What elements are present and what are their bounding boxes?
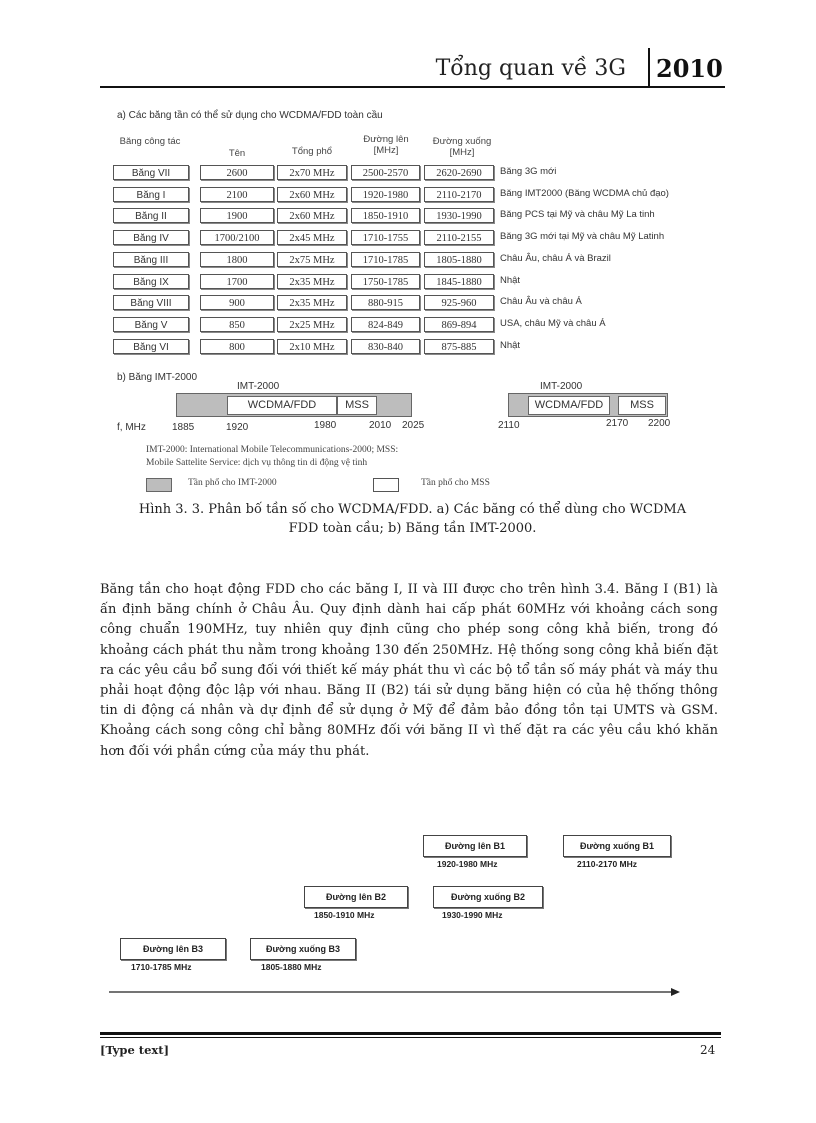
tick-2010: 2010 xyxy=(369,420,392,431)
table-cell-note: Băng 3G mới xyxy=(500,166,557,177)
band-box-b3-up: Đường lên B3 xyxy=(120,938,226,960)
caption-line-1: Hình 3. 3. Phân bố tần số cho WCDMA/FDD. a) Các băng có thể dùng cho WCDMA xyxy=(138,502,687,517)
tick-1980: 1980 xyxy=(314,420,337,431)
imt-label-right: IMT-2000 xyxy=(540,381,583,392)
table-cell-spectrum: 2x75 MHz xyxy=(277,252,347,267)
table-cell-downlink: 2620-2690 xyxy=(424,165,494,180)
table-cell-uplink: 2500-2570 xyxy=(351,165,420,180)
table-cell-spectrum: 2x45 MHz xyxy=(277,230,347,245)
table-cell-name: 800 xyxy=(200,339,274,354)
table-cell-note: Nhật xyxy=(500,339,521,351)
table-cell-band: Băng I xyxy=(113,187,189,202)
table-cell-spectrum: 2x25 MHz xyxy=(277,317,347,332)
tick-1885: 1885 xyxy=(172,422,195,433)
table-cell-downlink: 1805-1880 xyxy=(424,252,494,267)
table-cell-downlink: 1930-1990 xyxy=(424,208,494,223)
table-cell-name: 1900 xyxy=(200,208,274,223)
table-cell-band: Băng V xyxy=(113,317,189,332)
table-cell-downlink: 869-894 xyxy=(424,317,494,332)
tick-2025: 2025 xyxy=(402,420,425,431)
table-cell-band: Băng IV xyxy=(113,230,189,245)
band-range-b2-down: 1930-1990 MHz xyxy=(442,910,503,920)
wcdma-block-right: WCDMA/FDD xyxy=(528,396,610,415)
legend-mss: Tần phổ cho MSS xyxy=(421,478,490,488)
header-separator xyxy=(648,48,650,88)
table-cell-uplink: 1710-1785 xyxy=(351,252,420,267)
mss-block-left: MSS xyxy=(337,396,377,415)
table-cell-name: 850 xyxy=(200,317,274,332)
band-range-b3-down: 1805-1880 MHz xyxy=(261,962,322,972)
table-cell-note: USA, châu Mỹ và châu Á xyxy=(500,317,606,329)
table-cell-band: Băng II xyxy=(113,208,189,223)
table-cell-downlink: 2110-2170 xyxy=(424,187,494,202)
table-cell-uplink: 880-915 xyxy=(351,295,420,310)
band-range-b1-up: 1920-1980 MHz xyxy=(437,859,498,869)
table-cell-spectrum: 2x35 MHz xyxy=(277,295,347,310)
body-paragraph: Băng tần cho hoạt động FDD cho các băng I, II và III được cho trên hình 3.4. Băng I (B1) là ấn định băng chính ở Châu Âu. Quy định dành hai cấp phát 60MHz với khoảng cách song công chuẩn 190MHz, tuy nhiên quy định cũng cho phép song công khả biến, trong đó khoảng cách phát thu nằm trong khoảng 130 đến 250MHz. Hệ thống song công khả biến đặt ra các yêu cầu bổ sung đối với thiết kế máy phát thu vì các bộ tổ tần số máy phát và máy thu phải hoạt động độc lập với nhau. Băng II (B2) tái sử dụng băng hiện có của hệ thống thông tin di động cá nhân và dự định để sử dụng ở Mỹ để đảm bảo đồng tồn tại UMTS và GSM. Khoảng cách song công chỉ bằng 80MHz đối với băng II vì thế đặt ra các yêu cầu khó khăn hơn đối với phần cứng của máy thu phát. xyxy=(100,582,718,759)
table-cell-name: 2600 xyxy=(200,165,274,180)
band-range-b2-up: 1850-1910 MHz xyxy=(314,910,375,920)
table-cell-band: Băng IX xyxy=(113,274,189,289)
table-cell-uplink: 824-849 xyxy=(351,317,420,332)
mss-block-right: MSS xyxy=(618,396,666,415)
figure-part-b-title: b) Băng IMT-2000 xyxy=(117,372,198,383)
imt-label-left: IMT-2000 xyxy=(237,381,280,392)
header-rule xyxy=(100,86,725,88)
table-cell-name: 2100 xyxy=(200,187,274,202)
table-cell-name: 1700/2100 xyxy=(200,230,274,245)
footer-rule-thin xyxy=(100,1037,721,1038)
header-title: Tổng quan về 3G xyxy=(435,56,626,81)
table-cell-note: Băng PCS tại Mỹ và châu Mỹ La tinh xyxy=(500,209,655,221)
table-cell-note: Băng IMT2000 (Băng WCDMA chủ đạo) xyxy=(500,187,669,199)
table-cell-downlink: 925-960 xyxy=(424,295,494,310)
page-number: 24 xyxy=(700,1043,716,1057)
table-cell-band: Băng VII xyxy=(113,165,189,180)
band-box-b1-up: Đường lên B1 xyxy=(423,835,527,857)
table-cell-uplink: 1850-1910 xyxy=(351,208,420,223)
footer-placeholder-text: [Type text] xyxy=(100,1043,170,1057)
band-box-b2-up: Đường lên B2 xyxy=(304,886,408,908)
legend-swatch-mss xyxy=(373,478,399,492)
axis-label: f, MHz xyxy=(117,422,146,433)
table-cell-uplink: 1710-1755 xyxy=(351,230,420,245)
col-header-band: Băng công tác xyxy=(119,136,181,147)
band-box-b2-down: Đường xuống B2 xyxy=(433,886,543,908)
figure-part-a-title: a) Các băng tần có thể sử dụng cho WCDMA/FDD toàn cầu xyxy=(117,110,383,121)
frequency-arrow xyxy=(100,984,690,1000)
table-cell-name: 1700 xyxy=(200,274,274,289)
table-cell-spectrum: 2x70 MHz xyxy=(277,165,347,180)
header-year: 2010 xyxy=(656,54,723,83)
footer-rule-thick xyxy=(100,1032,721,1035)
table-cell-uplink: 1920-1980 xyxy=(351,187,420,202)
col-header-downlink: Đường xuống [MHz] xyxy=(432,136,492,158)
table-cell-spectrum: 2x35 MHz xyxy=(277,274,347,289)
col-header-name: Tên xyxy=(228,148,246,159)
caption-line-2: FDD toàn cầu; b) Băng tần IMT-2000. xyxy=(288,521,537,536)
table-cell-note: Nhật xyxy=(500,274,521,286)
table-cell-uplink: 1750-1785 xyxy=(351,274,420,289)
tick-2170: 2170 xyxy=(606,418,629,429)
table-cell-band: Băng III xyxy=(113,252,189,267)
legend-imt: Tần phổ cho IMT-2000 xyxy=(188,478,277,488)
legend-swatch-imt xyxy=(146,478,172,492)
tick-1920: 1920 xyxy=(226,422,249,433)
col-header-uplink: Đường lên [MHz] xyxy=(363,134,409,156)
footnote-line-1: IMT-2000: International Mobile Telecommunications-2000; MSS: xyxy=(146,445,399,455)
band-box-b1-down: Đường xuống B1 xyxy=(563,835,671,857)
tick-2110: 2110 xyxy=(498,420,520,431)
table-cell-spectrum: 2x60 MHz xyxy=(277,187,347,202)
figure-caption xyxy=(100,500,725,538)
wcdma-block-left: WCDMA/FDD xyxy=(227,396,337,415)
table-cell-uplink: 830-840 xyxy=(351,339,420,354)
table-cell-spectrum: 2x10 MHz xyxy=(277,339,347,354)
table-cell-note: Châu Âu và châu Á xyxy=(500,296,582,308)
band-range-b1-down: 2110-2170 MHz xyxy=(577,859,638,869)
band-range-b3-up: 1710-1785 MHz xyxy=(131,962,192,972)
table-cell-name: 1800 xyxy=(200,252,274,267)
table-cell-band: Băng VIII xyxy=(113,295,189,310)
table-cell-note: Châu Âu, châu Á và Brazil xyxy=(500,252,611,264)
table-cell-band: Băng VI xyxy=(113,339,189,354)
tick-2200: 2200 xyxy=(648,418,671,429)
table-cell-spectrum: 2x60 MHz xyxy=(277,208,347,223)
table-cell-downlink: 875-885 xyxy=(424,339,494,354)
table-cell-note: Băng 3G mới tại Mỹ và châu Mỹ Latinh xyxy=(500,231,665,243)
table-cell-downlink: 2110-2155 xyxy=(424,230,494,245)
footnote-line-2: Mobile Sattelite Service: dịch vụ thông tin di động vệ tinh xyxy=(146,458,368,468)
band-box-b3-down: Đường xuống B3 xyxy=(250,938,356,960)
col-header-spectrum: Tổng phổ xyxy=(291,146,333,157)
table-cell-name: 900 xyxy=(200,295,274,310)
table-cell-downlink: 1845-1880 xyxy=(424,274,494,289)
